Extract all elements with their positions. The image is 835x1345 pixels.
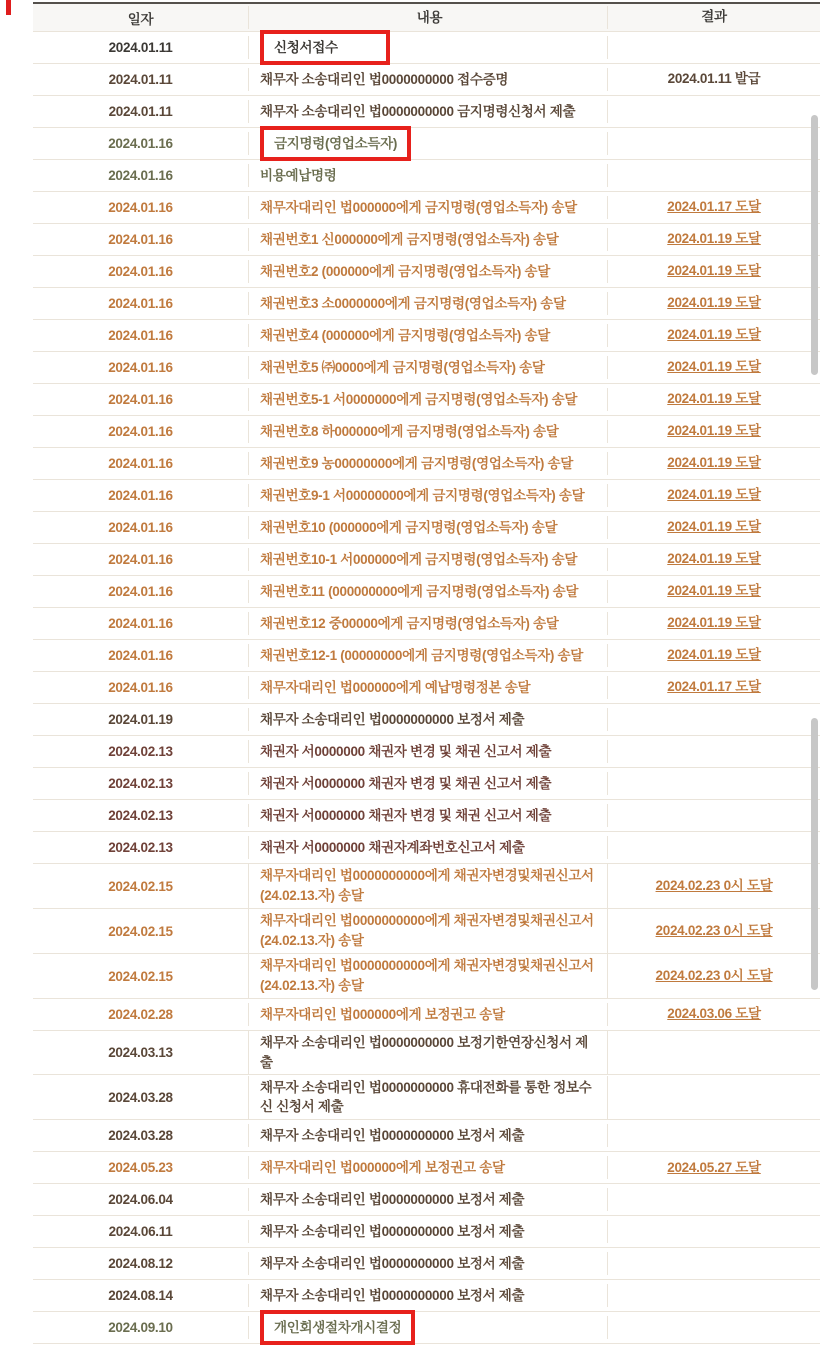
date-cell: 2024.02.15 xyxy=(108,923,173,939)
content-cell xyxy=(248,452,608,476)
table-row xyxy=(33,384,820,416)
table-row xyxy=(33,416,820,448)
result-cell xyxy=(608,814,820,818)
content-text: 채무자대리인 법000000에게 예납명령정본 송달 xyxy=(260,679,531,695)
result-cell xyxy=(608,356,820,378)
content-cell xyxy=(248,356,608,380)
result-delivery-link[interactable]: 2024.01.17 도달 xyxy=(667,679,761,695)
date-cell: 2024.06.11 xyxy=(108,1224,173,1240)
table-row xyxy=(33,704,820,736)
table-row xyxy=(33,832,820,864)
content-text: 채권번호5 ㈜0000에게 금지명령(영업소득자) 송달 xyxy=(260,359,545,375)
date-cell: 2024.01.16 xyxy=(108,520,173,535)
date-cell: 2024.02.13 xyxy=(108,776,173,791)
table-row xyxy=(33,999,820,1031)
table-row xyxy=(33,1280,820,1312)
result-delivery-link[interactable]: 2024.01.17 도달 xyxy=(667,199,761,215)
result-delivery-link[interactable]: 2024.02.23 0시 도달 xyxy=(655,922,773,938)
annotation-red-fragment xyxy=(6,0,11,15)
highlighted-milestone: 금지명령(영업소득자) xyxy=(260,126,411,162)
content-text: 채무자 소송대리인 법0000000000 보정서 제출 xyxy=(260,1191,525,1207)
result-delivery-link[interactable]: 2024.01.19 도달 xyxy=(667,519,761,535)
result-cell xyxy=(608,228,820,250)
date-cell: 2024.03.13 xyxy=(108,1045,173,1061)
result-delivery-link[interactable]: 2024.01.19 도달 xyxy=(667,551,761,567)
content-cell xyxy=(248,676,608,700)
date-cell: 2024.01.11 xyxy=(108,72,173,87)
table-row xyxy=(33,864,820,909)
table-row xyxy=(33,192,820,224)
content-cell xyxy=(248,1316,608,1340)
result-delivery-link[interactable]: 2024.01.19 도달 xyxy=(667,455,761,471)
content-text: 채권번호9 농00000000에게 금지명령(영업소득자) 송달 xyxy=(260,455,573,471)
result-cell xyxy=(608,1051,820,1055)
table-row xyxy=(33,672,820,704)
content-cell xyxy=(248,708,608,732)
content-cell xyxy=(248,132,608,156)
date-cell: 2024.02.13 xyxy=(108,840,173,855)
table-row xyxy=(33,288,820,320)
content-cell xyxy=(248,324,608,348)
content-text: 채무자 소송대리인 법0000000000 휴대전화를 통한 정보수신 신청서 제출 xyxy=(260,1079,592,1115)
result-delivery-link[interactable]: 2024.05.27 도달 xyxy=(667,1159,761,1175)
table-header-row xyxy=(33,4,820,32)
result-cell xyxy=(608,1003,820,1025)
result-cell: 2024.01.11 발급 xyxy=(667,71,761,87)
content-cell xyxy=(248,68,608,92)
content-cell xyxy=(248,772,608,796)
content-text: 채무자대리인 법000000에게 보정권고 송달 xyxy=(260,1159,505,1175)
result-cell xyxy=(608,1294,820,1298)
content-cell xyxy=(248,484,608,508)
result-cell xyxy=(608,1134,820,1138)
table-row xyxy=(33,1120,820,1152)
table-row xyxy=(33,954,820,999)
column-header-date: 일자 xyxy=(127,11,154,27)
content-cell xyxy=(248,1156,608,1180)
result-cell xyxy=(608,324,820,346)
result-cell xyxy=(608,484,820,506)
content-text: 채권자 서0000000 채권자 변경 및 채권 신고서 제출 xyxy=(260,743,552,759)
date-cell: 2024.01.16 xyxy=(108,136,173,151)
content-cell xyxy=(248,228,608,252)
content-text: 채권번호12 중00000에게 금지명령(영업소득자) 송달 xyxy=(260,615,559,631)
column-header-content: 내용 xyxy=(248,6,608,30)
table-row xyxy=(33,320,820,352)
table-row xyxy=(33,1216,820,1248)
content-text: 채권번호10 (000000에게 금지명령(영업소득자) 송달 xyxy=(260,519,558,535)
table-row xyxy=(33,96,820,128)
table-row xyxy=(33,800,820,832)
content-cell xyxy=(248,804,608,828)
content-text: 채권번호2 (000000에게 금지명령(영업소득자) 송달 xyxy=(260,263,550,279)
content-cell xyxy=(248,292,608,316)
date-cell: 2024.06.04 xyxy=(108,1192,173,1208)
result-cell xyxy=(608,644,820,666)
table-row xyxy=(33,736,820,768)
content-text: 채무자대리인 법0000000000에게 채권자변경및채권신고서 (24.02.13.자) 송달 xyxy=(260,913,594,948)
content-cell xyxy=(248,164,608,188)
content-cell xyxy=(248,909,608,952)
content-text: 채무자 소송대리인 법0000000000 보정기한연장신청서 제출 xyxy=(260,1035,588,1070)
date-cell: 2024.08.14 xyxy=(108,1288,173,1304)
result-delivery-link[interactable]: 2024.02.23 0시 도달 xyxy=(655,967,773,983)
column-header-result: 결과 xyxy=(701,9,727,25)
result-cell xyxy=(608,1230,820,1234)
date-cell: 2024.01.16 xyxy=(108,232,173,247)
content-text: 채무자대리인 법000000에게 금지명령(영업소득자) 송달 xyxy=(260,199,577,215)
result-delivery-link[interactable]: 2024.01.19 도달 xyxy=(667,231,761,247)
date-cell: 2024.03.28 xyxy=(108,1128,173,1144)
content-cell xyxy=(248,644,608,668)
table-row xyxy=(33,160,820,192)
content-text: 채권자 서0000000 채권자 변경 및 채권 신고서 제출 xyxy=(260,807,552,823)
content-cell xyxy=(248,1124,608,1148)
date-cell: 2024.03.28 xyxy=(108,1089,173,1105)
date-cell: 2024.01.16 xyxy=(108,552,173,567)
result-cell xyxy=(608,718,820,722)
content-text: 채권번호8 하000000에게 금지명령(영업소득자) 송달 xyxy=(260,423,559,439)
content-text: 채무자대리인 법0000000000에게 채권자변경및채권신고서 (24.02.13.자) 송달 xyxy=(260,868,594,903)
result-cell xyxy=(608,1262,820,1266)
content-text: 채무자 소송대리인 법0000000000 보정서 제출 xyxy=(260,1223,525,1239)
content-cell xyxy=(248,1284,608,1308)
date-cell: 2024.01.16 xyxy=(108,488,173,503)
date-cell: 2024.01.16 xyxy=(108,616,173,631)
content-text: 채권번호5-1 서0000000에게 금지명령(영업소득자) 송달 xyxy=(260,391,578,407)
date-cell: 2024.01.16 xyxy=(108,168,173,183)
table-row xyxy=(33,1184,820,1216)
result-cell xyxy=(608,420,820,442)
content-cell xyxy=(248,548,608,572)
content-text: 채권번호10-1 서000000에게 금지명령(영업소득자) 송달 xyxy=(260,551,578,567)
date-cell: 2024.05.23 xyxy=(108,1160,173,1176)
content-cell xyxy=(248,864,608,907)
date-cell: 2024.01.16 xyxy=(108,360,173,375)
content-cell xyxy=(248,1031,608,1074)
result-cell xyxy=(608,920,820,942)
result-cell xyxy=(608,580,820,602)
content-text: 채권번호9-1 서00000000에게 금지명령(영업소득자) 송달 xyxy=(260,487,585,503)
content-text: 채무자 소송대리인 법0000000000 보정서 제출 xyxy=(260,1127,525,1143)
date-cell: 2024.01.11 xyxy=(108,104,173,119)
content-cell xyxy=(248,612,608,636)
table-row xyxy=(33,576,820,608)
date-cell: 2024.01.16 xyxy=(108,264,173,279)
table-row xyxy=(33,448,820,480)
result-cell xyxy=(608,1198,820,1202)
date-cell: 2024.02.15 xyxy=(108,968,173,984)
content-text: 비용예납명령 xyxy=(260,167,337,183)
case-progress-table xyxy=(33,2,820,1344)
table-body xyxy=(33,32,820,1344)
result-cell xyxy=(608,196,820,218)
table-row xyxy=(33,1312,820,1344)
result-cell xyxy=(608,142,820,146)
table-row xyxy=(33,1075,820,1120)
result-cell xyxy=(608,676,820,698)
table-row xyxy=(33,480,820,512)
content-cell xyxy=(248,100,608,124)
result-cell xyxy=(608,875,820,897)
highlighted-milestone: 신청서접수 xyxy=(260,30,390,66)
result-cell xyxy=(608,1326,820,1330)
date-cell: 2024.08.12 xyxy=(108,1256,173,1272)
result-cell xyxy=(608,388,820,410)
result-delivery-link[interactable]: 2024.01.19 도달 xyxy=(667,487,761,503)
content-cell xyxy=(248,196,608,220)
result-cell xyxy=(608,782,820,786)
table-row xyxy=(33,544,820,576)
date-cell: 2024.01.16 xyxy=(108,424,173,439)
content-cell xyxy=(248,1220,608,1244)
content-text: 채권번호12-1 (00000000에게 금지명령(영업소득자) 송달 xyxy=(260,647,584,663)
content-text: 채권번호1 신000000에게 금지명령(영업소득자) 송달 xyxy=(260,231,559,247)
date-cell: 2024.01.16 xyxy=(108,648,173,663)
table-row xyxy=(33,512,820,544)
result-cell xyxy=(608,548,820,570)
result-cell xyxy=(608,110,820,114)
highlighted-milestone: 개인회생절차개시결정 xyxy=(260,1310,415,1345)
content-cell xyxy=(248,388,608,412)
table-row xyxy=(33,64,820,96)
content-cell xyxy=(248,740,608,764)
content-cell xyxy=(248,1003,608,1027)
table-row xyxy=(33,32,820,64)
content-cell xyxy=(248,1188,608,1212)
table-row xyxy=(33,1031,820,1075)
content-text: 채무자 소송대리인 법0000000000 금지명령신청서 제출 xyxy=(260,103,576,119)
table-row xyxy=(33,128,820,160)
table-row xyxy=(33,768,820,800)
date-cell: 2024.09.10 xyxy=(108,1320,173,1336)
date-cell: 2024.01.16 xyxy=(108,456,173,471)
date-cell: 2024.01.16 xyxy=(108,584,173,599)
table-row xyxy=(33,224,820,256)
result-cell xyxy=(608,260,820,282)
result-cell xyxy=(608,452,820,474)
content-cell xyxy=(248,1076,608,1119)
result-cell xyxy=(608,965,820,987)
result-delivery-link[interactable]: 2024.01.19 도달 xyxy=(667,327,761,343)
date-cell: 2024.01.16 xyxy=(108,392,173,407)
content-cell xyxy=(248,1252,608,1276)
date-cell: 2024.02.13 xyxy=(108,744,173,759)
table-row xyxy=(33,640,820,672)
content-text: 채권번호11 (000000000에게 금지명령(영업소득자) 송달 xyxy=(260,583,579,599)
result-delivery-link[interactable]: 2024.01.19 도달 xyxy=(667,359,761,375)
result-delivery-link[interactable]: 2024.03.06 도달 xyxy=(667,1006,761,1022)
content-text: 채무자 소송대리인 법0000000000 보정서 제출 xyxy=(260,1287,525,1303)
content-cell xyxy=(248,836,608,860)
table-row xyxy=(33,909,820,954)
date-cell: 2024.01.16 xyxy=(108,328,173,343)
content-cell xyxy=(248,516,608,540)
result-cell xyxy=(608,1095,820,1099)
date-cell: 2024.01.16 xyxy=(108,200,173,215)
result-cell xyxy=(608,612,820,634)
result-cell xyxy=(608,46,820,50)
result-delivery-link[interactable]: 2024.01.19 도달 xyxy=(667,263,761,279)
content-cell xyxy=(248,260,608,284)
result-cell xyxy=(608,846,820,850)
result-cell xyxy=(608,516,820,538)
content-text: 채무자대리인 법0000000000에게 채권자변경및채권신고서 (24.02.13.자) 송달 xyxy=(260,958,594,993)
content-text: 채권번호4 (000000에게 금지명령(영업소득자) 송달 xyxy=(260,327,550,343)
content-cell xyxy=(248,954,608,997)
content-text: 채권번호3 소0000000에게 금지명령(영업소득자) 송달 xyxy=(260,295,566,311)
content-cell xyxy=(248,420,608,444)
table-row xyxy=(33,352,820,384)
date-cell: 2024.02.15 xyxy=(108,878,173,894)
table-row xyxy=(33,1248,820,1280)
result-delivery-link[interactable]: 2024.02.23 0시 도달 xyxy=(655,877,773,893)
date-cell: 2024.01.16 xyxy=(108,680,173,695)
date-cell: 2024.02.28 xyxy=(108,1007,173,1022)
table-row xyxy=(33,608,820,640)
content-cell xyxy=(248,36,608,60)
scrollbar-thumb[interactable] xyxy=(811,115,818,375)
content-text: 채무자 소송대리인 법0000000000 접수증명 xyxy=(260,71,509,87)
scrollbar-thumb[interactable] xyxy=(811,718,818,990)
content-text: 채권자 서0000000 채권자계좌번호신고서 제출 xyxy=(260,839,525,855)
result-cell xyxy=(608,174,820,178)
result-delivery-link[interactable]: 2024.01.19 도달 xyxy=(667,583,761,599)
result-cell xyxy=(608,292,820,314)
date-cell: 2024.01.19 xyxy=(108,712,173,727)
content-cell xyxy=(248,580,608,604)
content-text: 채권자 서0000000 채권자 변경 및 채권 신고서 제출 xyxy=(260,775,552,791)
result-delivery-link[interactable]: 2024.01.19 도달 xyxy=(667,647,761,663)
content-text: 채무자 소송대리인 법0000000000 보정서 제출 xyxy=(260,1255,525,1271)
result-cell xyxy=(608,1157,820,1179)
date-cell: 2024.02.13 xyxy=(108,808,173,823)
content-text: 채무자 소송대리인 법0000000000 보정서 제출 xyxy=(260,711,525,727)
table-row xyxy=(33,256,820,288)
result-delivery-link[interactable]: 2024.01.19 도달 xyxy=(667,423,761,439)
result-delivery-link[interactable]: 2024.01.19 도달 xyxy=(667,295,761,311)
date-cell: 2024.01.11 xyxy=(108,40,173,55)
content-text: 채무자대리인 법000000에게 보정권고 송달 xyxy=(260,1006,505,1022)
date-cell: 2024.01.16 xyxy=(108,296,173,311)
table-row xyxy=(33,1152,820,1184)
result-delivery-link[interactable]: 2024.01.19 도달 xyxy=(667,615,761,631)
result-delivery-link[interactable]: 2024.01.19 도달 xyxy=(667,391,761,407)
result-cell xyxy=(608,750,820,754)
